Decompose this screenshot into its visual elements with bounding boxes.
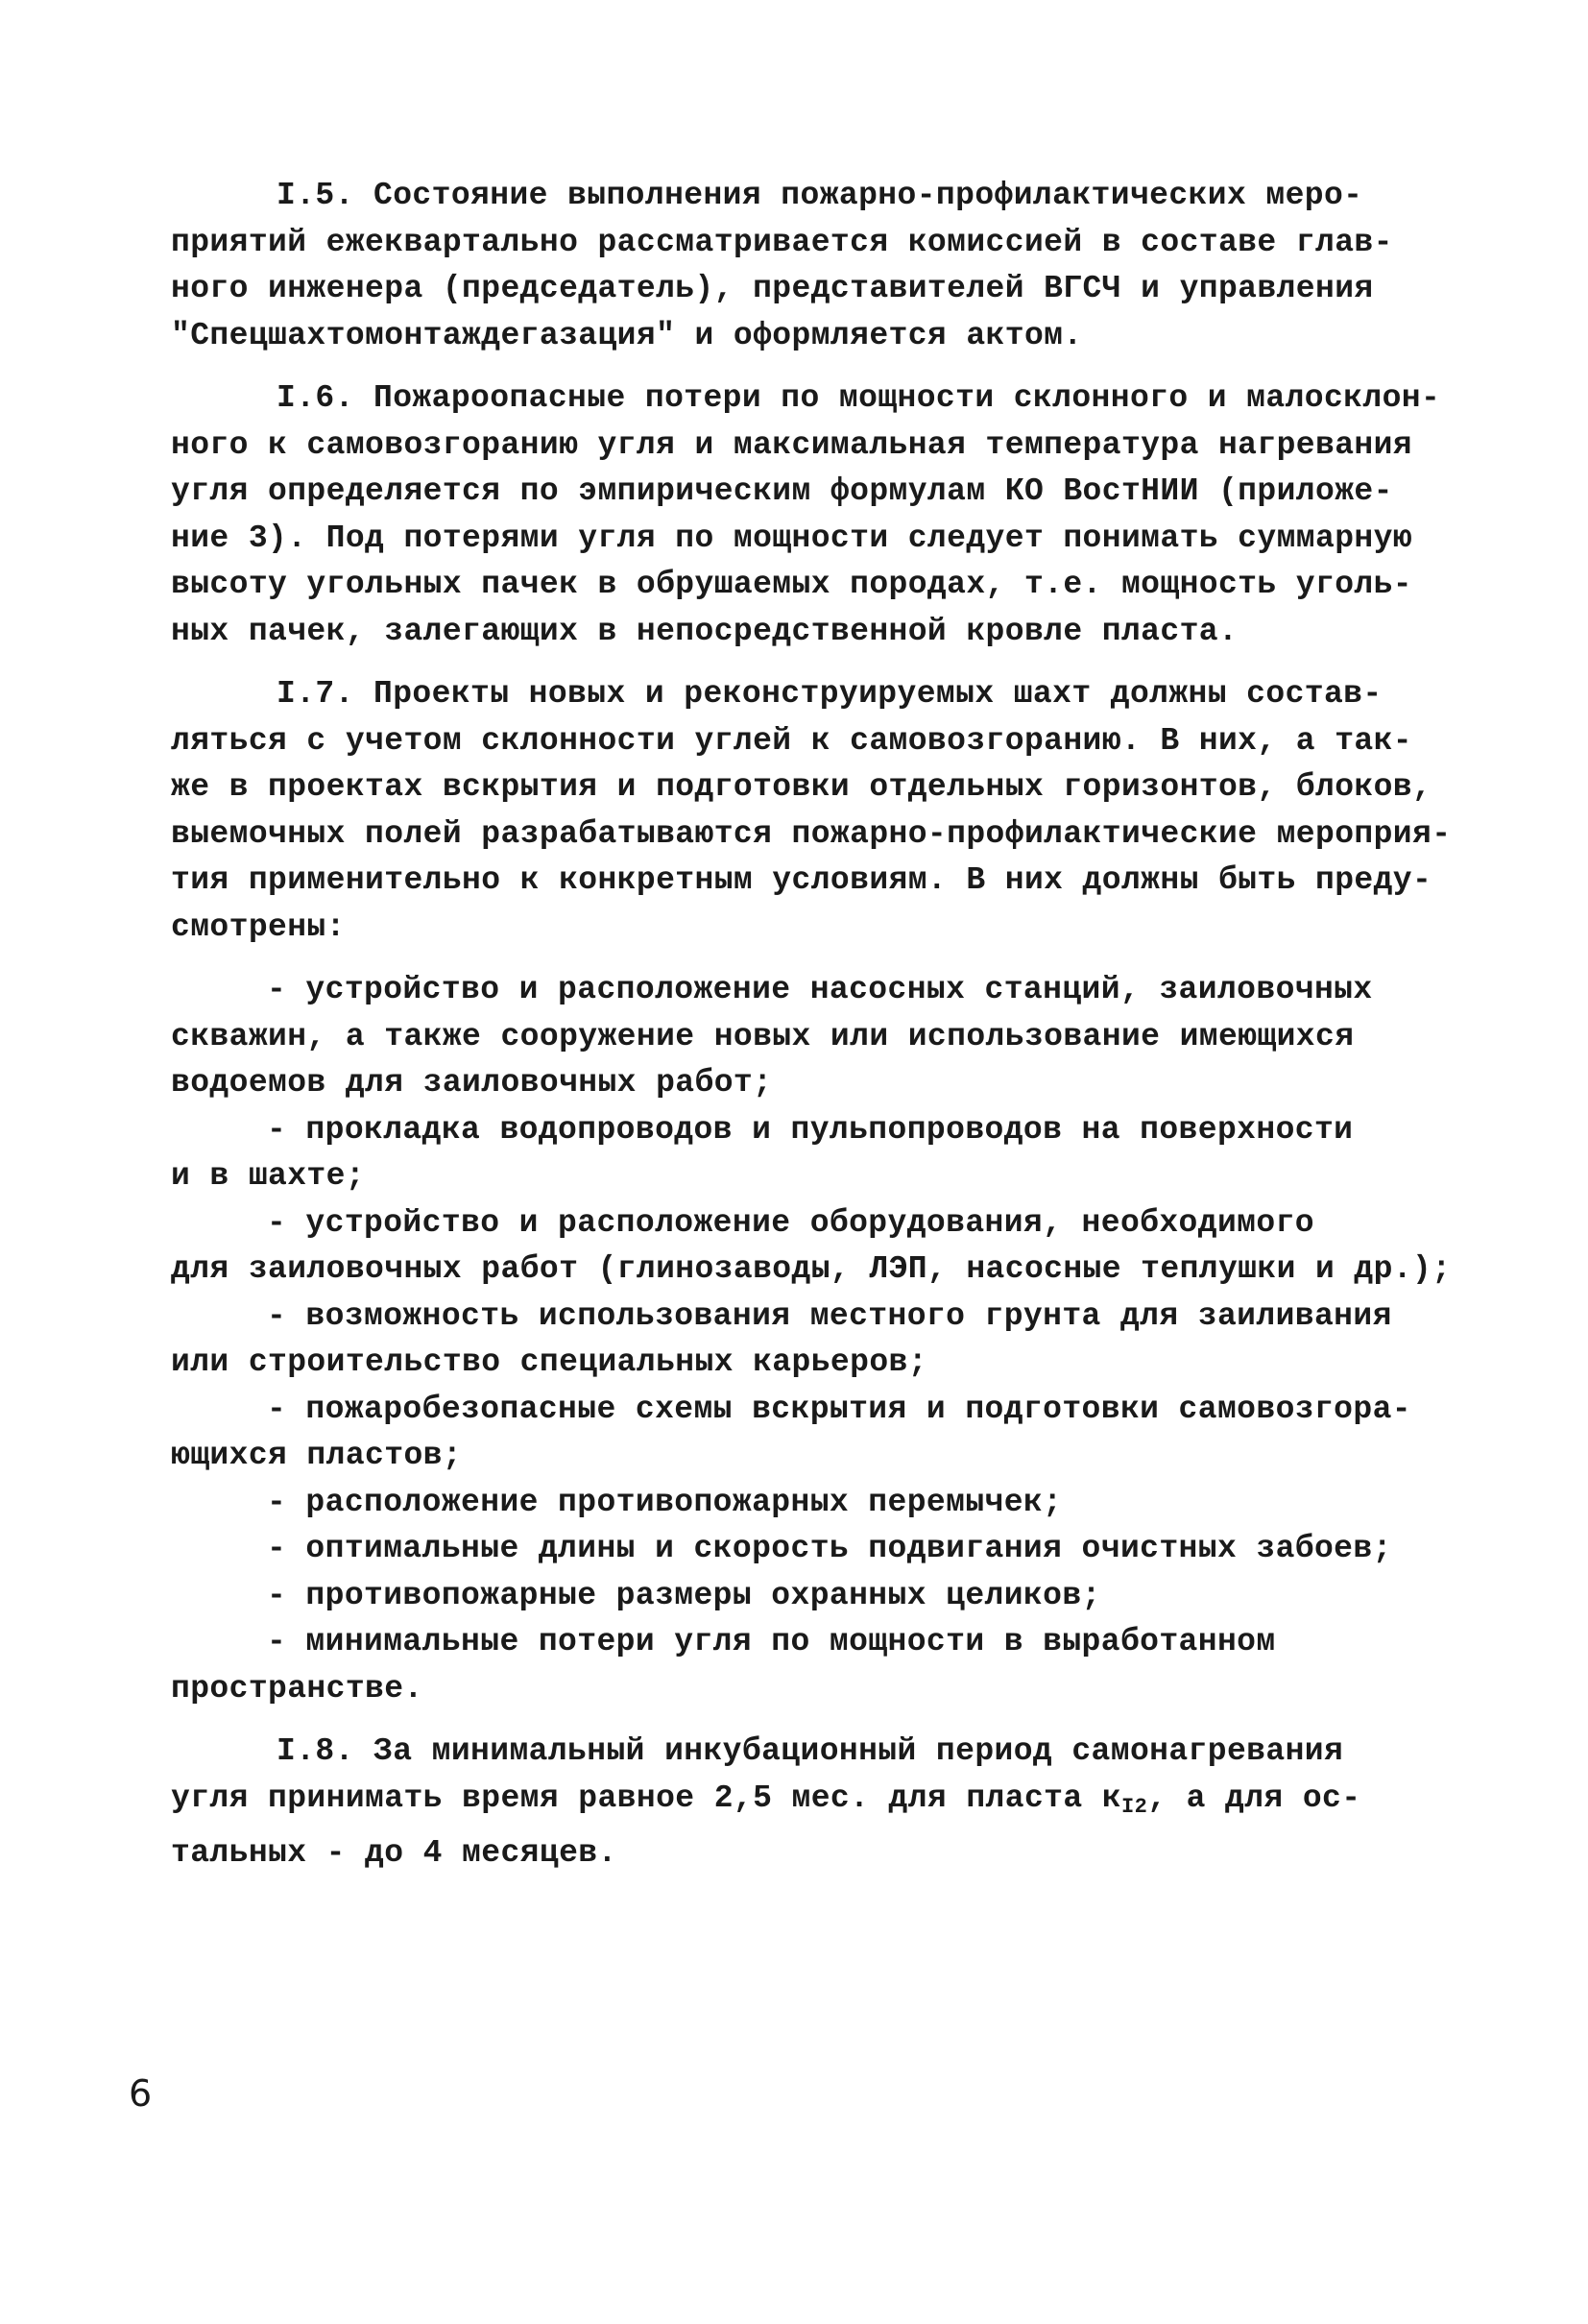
text-segment: угля принимать время равное 2,5 мес. для пласта к xyxy=(171,1779,1121,1816)
text-line: "Спецшахтомонтаждегазация" и оформляется актом. xyxy=(171,317,1083,353)
list-item xyxy=(171,1107,1448,1200)
text-line: - минимальные потери угля по мощности в выработанном xyxy=(267,1624,1276,1659)
list-item xyxy=(171,1573,1448,1620)
text-line: I.8. За минимальный инкубационный период самонагревания xyxy=(277,1733,1344,1769)
text-line: ного инженера (председатель), представителей ВГСЧ и управления xyxy=(171,271,1374,306)
list-item xyxy=(171,1619,1448,1712)
document-body xyxy=(171,173,1452,1894)
text-line: - устройство и расположение оборудования, необходимого xyxy=(267,1204,1314,1241)
text-line: угля определяется по эмпирическим формулам КО ВостНИИ (приложе- xyxy=(171,473,1393,509)
text-line: и в шахте; xyxy=(171,1158,366,1194)
text-line: приятий ежеквартально рассматривается комиссией в составе глав- xyxy=(171,224,1393,260)
paragraph-1-6 xyxy=(171,375,1448,655)
text-line: - устройство и расположение насосных станций, заиловочных xyxy=(267,972,1373,1007)
text-line: I.6. Пожароопасные потери по мощности склонного и малосклон- xyxy=(277,380,1441,416)
page-number: 6 xyxy=(129,2072,153,2115)
text-line: тальных - до 4 месяцев. xyxy=(171,1835,617,1871)
text-line: - оптимальные длины и скорость подвигания очистных забоев; xyxy=(267,1531,1392,1566)
list-item xyxy=(171,1480,1448,1527)
text-line: ние 3). Под потерями угля по мощности следует понимать суммарную xyxy=(171,520,1413,556)
text-line: ных пачек, залегающих в непосредственной кровле пласта. xyxy=(171,613,1239,649)
seam-subscript: I2 xyxy=(1120,1794,1148,1819)
measures-list xyxy=(171,967,1452,1712)
text-line: - противопожарные размеры охранных целиков; xyxy=(267,1577,1101,1613)
text-line: смотрены: xyxy=(171,908,346,945)
text-line: или строительство специальных карьеров; xyxy=(171,1344,927,1380)
text-line: - расположение противопожарных перемычек; xyxy=(267,1484,1063,1520)
text-line: же в проектах вскрытия и подготовки отдельных горизонтов, блоков, xyxy=(171,769,1432,805)
text-line: - возможность использования местного грунта для заиливания xyxy=(267,1297,1392,1334)
text-line-with-subscript xyxy=(171,1776,1448,1831)
text-segment: , а для ос- xyxy=(1147,1779,1361,1816)
text-line: выемочных полей разрабатываются пожарно-профилактические мероприя- xyxy=(171,815,1452,852)
list-item xyxy=(171,1200,1452,1294)
text-line: скважин, а также сооружение новых или использование имеющихся xyxy=(171,1018,1355,1054)
text-line: - пожаробезопасные схемы вскрытия и подготовки самовозгора- xyxy=(267,1391,1411,1427)
text-line: для заиловочных работ (глинозаводы, ЛЭП, насосные теплушки и др.); xyxy=(171,1251,1452,1287)
list-item xyxy=(171,1294,1448,1387)
text-line: ющихся пластов; xyxy=(171,1438,463,1473)
paragraph-1-5 xyxy=(171,173,1448,359)
text-line: ляться с учетом склонности углей к самовозгоранию. В них, а так- xyxy=(171,722,1413,759)
paragraph-1-8 xyxy=(171,1729,1448,1877)
text-line: I.7. Проекты новых и реконструируемых шахт должны состав- xyxy=(277,676,1383,712)
text-line: высоту угольных пачек в обрушаемых породах, т.е. мощность уголь- xyxy=(171,567,1413,602)
text-line: пространстве. xyxy=(171,1670,423,1707)
text-line: - прокладка водопроводов и пульпопроводов на поверхности xyxy=(267,1111,1354,1148)
paragraph-1-7 xyxy=(171,671,1452,951)
text-line: водоемов для заиловочных работ; xyxy=(171,1065,773,1101)
list-item xyxy=(171,1387,1448,1480)
list-item xyxy=(171,1526,1448,1573)
text-line: ного к самовозгоранию угля и максимальная температура нагревания xyxy=(171,426,1413,463)
text-line: тия применительно к конкретным условиям. В них должны быть преду- xyxy=(171,862,1432,898)
text-line: I.5. Состояние выполнения пожарно-профилактических меро- xyxy=(277,178,1363,213)
list-item xyxy=(171,967,1448,1107)
